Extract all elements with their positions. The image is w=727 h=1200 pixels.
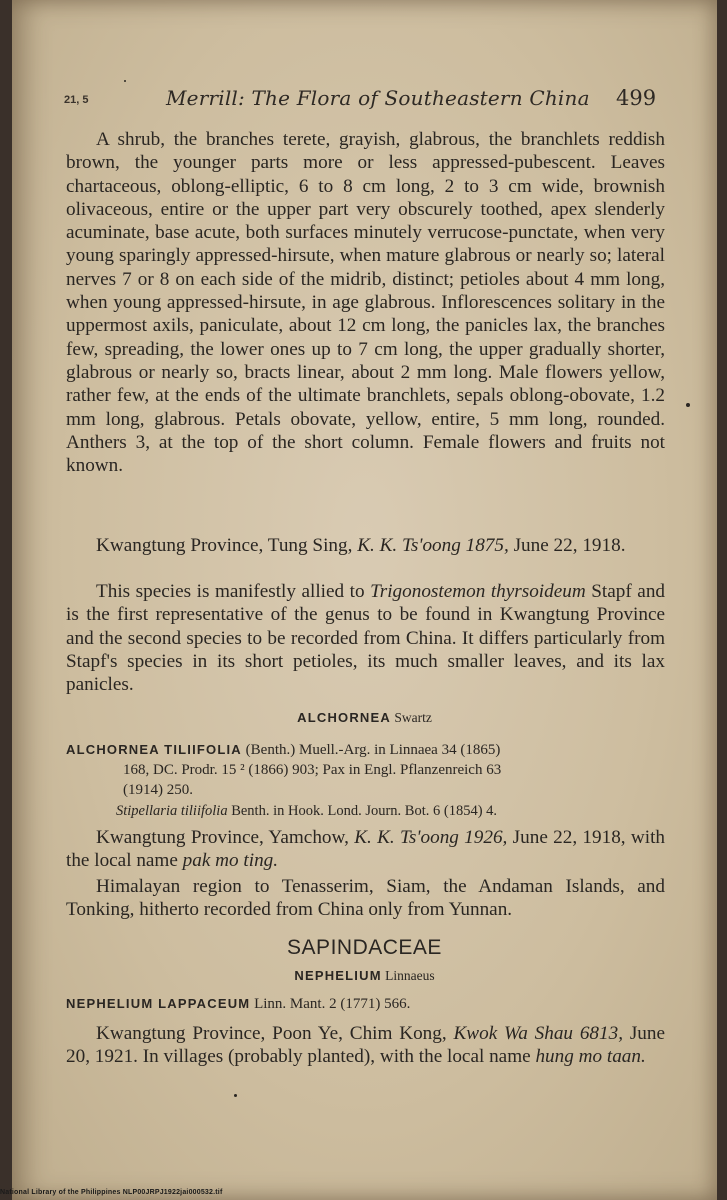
distribution-paragraph: Himalayan region to Tenasserim, Siam, the Andaman Islands, and Tonking, hitherto recorded from China only from Yunnan.	[66, 876, 665, 921]
volume-number: 21, 5	[64, 94, 89, 106]
species-name: NEPHELIUM LAPPACEUM	[66, 996, 251, 1011]
running-title: Merrill: The Flora of Southeastern China	[166, 86, 590, 110]
ink-speck	[234, 1094, 237, 1097]
species-citation-nephelium: NEPHELIUM LAPPACEUM Linn. Mant. 2 (1771) 566.	[66, 996, 411, 1012]
genus-heading-alchornea: ALCHORNEA Swartz	[297, 710, 432, 725]
species-description: A shrub, the branches terete, grayish, glabrous, the branchlets reddish brown, the younger parts more or less appressed-pubescent. Leaves chartaceous, oblong-elliptic, 6 to 8 cm long, 2 to 3 cm wide, brownish olivaceous, entire or the upper part very obscurely toothed, apex slenderly acuminate, base acute, both surfaces minutely verrucose-punctate, when very young sparingly appressed-hirsute, when mature glabrous or nearly so; lateral nerves 7 or 8 on each side of the midrib, distinct; petioles about 4 mm long, when young appressed-hirsute, in age glabrous. Inflorescences solitary in the uppermost axils, paniculate, about 12 cm long, the panicles lax, the branches few, spreading, the lower ones up to 7 cm long, the upper gradually shorter, glabrous or nearly so, bracts linear, about 2 mm long. Male flowers yellow, rather few, at the ends of the ultimate branchlets, sepals oblong-obovate, 1.2 mm long, glabrous. Petals obovate, yellow, entire, 5 mm long, rounded. Anthers 3, at the top of the short column. Female flowers and fruits not known.	[66, 129, 665, 477]
specimen-citation-2: Kwangtung Province, Yamchow, K. K. Ts'oong 1926, June 22, 1918, with the local name pak mo ting.	[66, 827, 666, 872]
specimen-citation-1: Kwangtung Province, Tung Sing, K. K. Ts'oong 1875, June 22, 1918.	[96, 535, 626, 556]
family-heading: SAPINDACEAE	[287, 936, 442, 959]
collector-number: K. K. Ts'oong 1926,	[354, 827, 508, 848]
running-header	[12, 86, 717, 116]
collector-number: Kwok Wa Shau 6813,	[453, 1023, 624, 1044]
local-name: hung mo taan.	[535, 1046, 646, 1068]
remark-paragraph: This species is manifestly allied to Trigonostemon thyrsoideum Stapf and is the first representative of the genus to be found in Kwangtung Province and the second species to be recorded from China. It differs particularly from Stapf's species in its short petioles, its much smaller leaves, and its lax panicles.	[66, 581, 666, 696]
genus-heading-nephelium: NEPHELIUM Linnaeus	[294, 968, 435, 983]
local-name: pak mo ting.	[182, 850, 279, 872]
species-name: ALCHORNEA TILIIFOLIA	[66, 742, 242, 757]
page-number: 499	[616, 86, 657, 110]
species-name: Trigonostemon thyrsoideum	[370, 581, 586, 602]
species-citation-alchornea: ALCHORNEA TILIIFOLIA (Benth.) Muell.-Arg. in Linnaea 34 (1865) 168, DC. Prodr. 15 ² (1866) 903; Pax in Engl. Pflanzenreich 63 (1914) 250.	[66, 742, 502, 798]
ink-speck	[686, 403, 690, 407]
scanned-page	[12, 0, 717, 1200]
synonym-citation: Stipellaria tiliifolia Benth. in Hook. Lond. Journ. Bot. 6 (1854) 4.	[116, 803, 498, 819]
scan-footer: National Library of the Philippines NLP00JRPJ1922jai000532.tif	[0, 1189, 223, 1196]
specimen-citation-3: Kwangtung Province, Poon Ye, Chim Kong, Kwok Wa Shau 6813, June 20, 1921. In villages (probably planted), with the local name hung mo taan.	[66, 1023, 666, 1068]
ink-speck	[124, 80, 126, 82]
collector-number: K. K. Ts'oong 1875,	[357, 535, 509, 556]
